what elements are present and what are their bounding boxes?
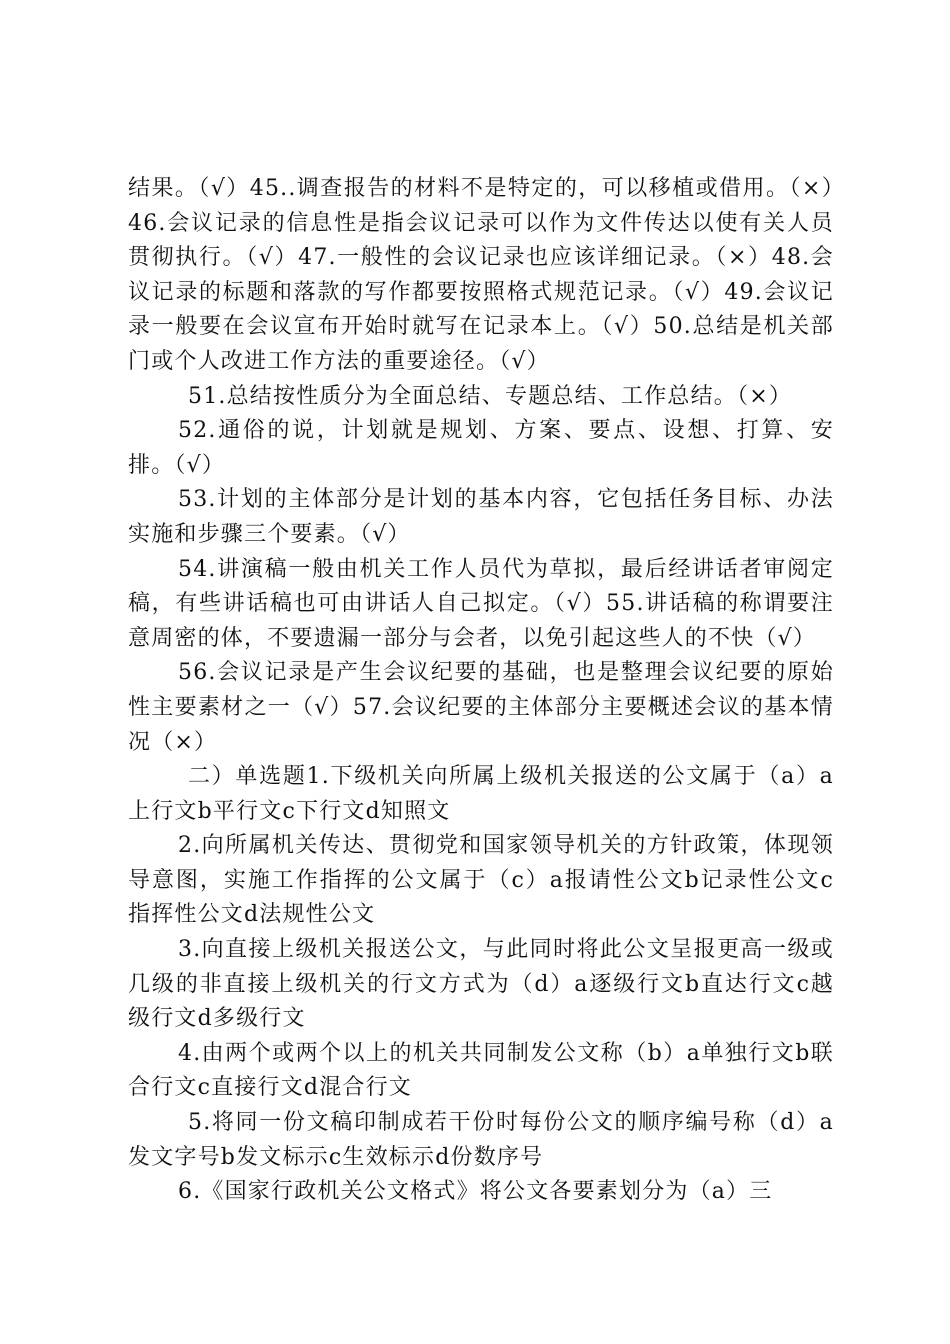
- paragraph-53: 53.计划的主体部分是计划的基本内容，它包括任务目标、办法实施和步骤三个要素。（√）: [128, 487, 834, 547]
- paragraph-45-50: 结果。（√）45..调查报告的材料不是特定的，可以移植或借用。（×）46.会议记录的信息性是指会议记录可以作为文件传达以使有关人员贯彻执行。（√）47.一般性的会议记录也应该详细记录。（×）48.会议记录的标题和落款的写作都要按照格式规范记录。（√）49.会议记录一般要在会议宣布开始时就写在记录本上。（√）50.总结是机关部门或个人改进工作方法的重要途径。（√）: [128, 176, 834, 374]
- question-6: 6.《国家行政机关公文格式》将公文各要素划分为（a）三: [178, 1179, 773, 1205]
- section-single-choice-q1: 二）单选题1.下级机关向所属上级机关报送的公文属于（a）a上行文b平行文c下行文d知照文: [128, 764, 834, 824]
- paragraph-51: 51.总结按性质分为全面总结、专题总结、工作总结。（×）: [188, 383, 793, 409]
- paragraph-52: 52.通俗的说，计划就是规划、方案、要点、设想、打算、安排。（√）: [128, 418, 834, 478]
- question-3: 3.向直接上级机关报送公文，与此同时将此公文呈报更高一级或几级的非直接上级机关的行文方式为（d）a逐级行文b直达行文c越级行文d多级行文: [128, 937, 834, 1032]
- document-body: [128, 172, 834, 1210]
- question-5: 5.将同一份文稿印制成若干份时每份公文的顺序编号称（d）a发文字号b发文标示c生效标示d份数序号: [128, 1110, 834, 1170]
- paragraph-54-55: 54.讲演稿一般由机关工作人员代为草拟，最后经讲话者审阅定稿，有些讲话稿也可由讲话人自己拟定。（√）55.讲话稿的称谓要注意周密的体，不要遗漏一部分与会者，以免引起这些人的不快（√）: [128, 556, 834, 651]
- question-2: 2.向所属机关传达、贯彻党和国家领导机关的方针政策，体现领导意图，实施工作指挥的公文属于（c）a报请性公文b记录性公文c指挥性公文d法规性公文: [128, 833, 834, 928]
- question-4: 4.由两个或两个以上的机关共同制发公文称（b）a单独行文b联合行文c直接行文d混合行文: [128, 1040, 834, 1101]
- paragraph-56-57: 56.会议记录是产生会议纪要的基础，也是整理会议纪要的原始性主要素材之一（√）57.会议纪要的主体部分主要概述会议的基本情况（×）: [128, 660, 834, 755]
